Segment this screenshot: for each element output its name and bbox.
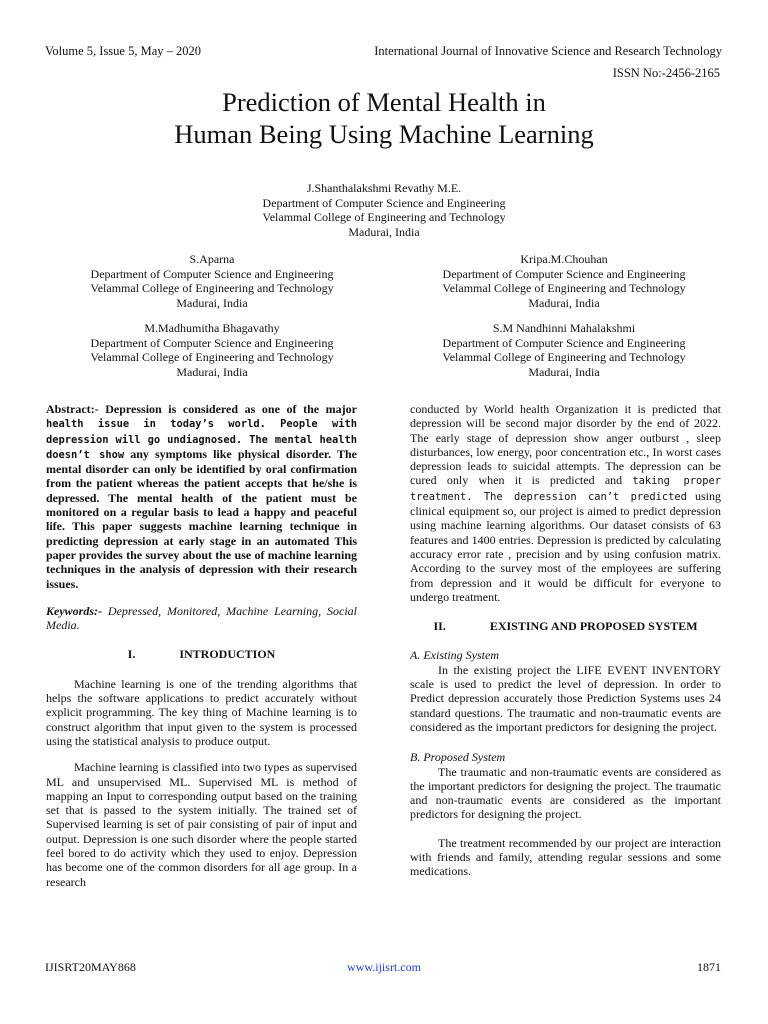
intro-continuation — [410, 402, 721, 604]
author-4 — [404, 321, 724, 379]
author-1 — [52, 252, 372, 310]
intro-paragraph-1: Machine learning is one of the trending algorithms that helps the software applications to predict accurately without explicit programming. The key thing of Machine learning is to construct algorithm that input given to the system is processed using the statistical analysis to produce output. — [46, 676, 357, 748]
paper-id: IJISRT20MAY868 — [45, 960, 136, 974]
abstract-label: Abstract:- — [46, 402, 99, 416]
intro-continuation-text-2: using clinical equipment so, our project is aimed to predict depression using machine learning algorithms. Our dataset consists of 63 features and 1400 entries. Depression is predicted by calculating accuracy error rate , precision and by using confusion matrix. According to the survey most of the employees are suffering from depression and it would be difficult for everyone to undergo treatment. — [410, 488, 721, 604]
intro-continuation-text-1: conducted by World health Organization it is predicted that depression will be second major disorder by the end of 2022. The early stage of depression show anger outburst , sleep disturbances, low energy, poor concentration etc., In worst cases depression leads to suicidal attempts. The depression can be cured only when it is predicted and — [410, 402, 721, 488]
author-dept: Department of Computer Science and Engineering — [90, 335, 334, 350]
proposed-system-paragraph: The traumatic and non-traumatic events are considered as the important predictors for designing the project. The traumatic and non-traumatic events are considered as the important predictors for designing the project. — [410, 764, 721, 822]
journal-name: International Journal of Innovative Science and Research Technology — [374, 44, 722, 58]
author-college: Velammal College of Engineering and Technology — [90, 350, 334, 364]
existing-system-paragraph: In the existing project the LIFE EVENT INVENTORY scale is used to predict the level of depression. In order to Predict depression accurately those Prediction Systems uses 24 standard questions. The traumatic and non-traumatic events are considered as the important predictors for designing the project. — [410, 662, 721, 734]
volume-issue: Volume 5, Issue 5, May – 2020 — [45, 44, 202, 58]
abstract-text-1: Depression is considered as one of the major — [98, 402, 357, 416]
author-dept: Department of Computer Science and Engineering — [90, 266, 334, 281]
author-place: Madurai, India — [176, 295, 248, 310]
abstract — [46, 402, 357, 591]
author-college: Velammal College of Engineering and Technology — [262, 210, 506, 224]
author-place: Madurai, India — [176, 364, 248, 379]
author-2 — [404, 252, 724, 310]
author-3 — [52, 321, 372, 379]
author-dept: Department of Computer Science and Engineering — [262, 195, 506, 210]
author-name: S.M Nandhinni Mahalakshmi — [492, 321, 636, 335]
section-title: INTRODUCTION — [179, 647, 276, 662]
author-name: Kripa.M.Chouhan — [520, 252, 608, 266]
journal-website-link[interactable]: www.ijisrt.com — [347, 960, 421, 974]
abstract-text-mono: health issue in today’s world. People with depression will go undiagnosed. The mental health doesn’t show — [46, 418, 357, 461]
section-heading-existing-proposed — [410, 619, 721, 633]
title-line-1: Prediction of Mental Health in — [222, 87, 546, 117]
issn: ISSN No:-2456-2165 — [612, 66, 720, 80]
intro-paragraph-2: Machine learning is classified into two types as supervised ML and unsupervised ML. Supervised ML is method of mapping an Input to corresponding output based on the training set that is passed to the system initially. The trained set of Supervised learning is set of pair consisting of pair of input and output. Depression is one such disorder where the people started feel bored to do activity which they used to enjoy. Depression has become one of the common disorders for all age group. In a research — [46, 760, 357, 889]
page-number: 1871 — [697, 960, 721, 974]
author-college: Velammal College of Engineering and Technology — [90, 281, 334, 295]
author-dept: Department of Computer Science and Engineering — [442, 266, 686, 281]
treatment-paragraph: The treatment recommended by our project are interaction with friends and family, attending regular sessions and some medications. — [410, 835, 721, 879]
section-number: II. — [433, 619, 446, 634]
author-dept: Department of Computer Science and Engineering — [442, 335, 686, 350]
author-name: M.Madhumitha Bhagavathy — [144, 321, 280, 335]
subsection-proposed-system: B. Proposed System — [410, 750, 506, 765]
author-college: Velammal College of Engineering and Technology — [442, 281, 686, 295]
keywords-label: Keywords:- — [46, 603, 102, 618]
author-place: Madurai, India — [348, 224, 420, 239]
title-line-2: Human Being Using Machine Learning — [174, 119, 594, 149]
intro-continuation-mono: taking proper treatment. The depression can’t predicted — [410, 475, 721, 503]
section-heading-introduction — [46, 647, 357, 661]
paper-title — [0, 86, 768, 150]
right-column — [410, 402, 721, 879]
author-name: J.Shanthalakshmi Revathy M.E. — [306, 181, 462, 195]
subsection-existing-system: A. Existing System — [410, 648, 499, 663]
author-place: Madurai, India — [528, 295, 600, 310]
keywords-text: Depressed, Monitored, Machine Learning, Social Media. — [46, 603, 357, 633]
author-name: S.Aparna — [189, 252, 235, 266]
keywords — [46, 604, 357, 633]
abstract-text-2: any symptoms like physical disorder. The mental disorder can only be identified by oral confirmation from the patient whereas the patient accepts that he/she is depressed. The mental health of the patient must be monitored on a regular basis to lead a happy and peaceful life. This paper suggests machine learning technique in predicting depression at early stage in an automated This paper provides the survey about the use of machine learning techniques in the analysis of depression with their research issues. — [46, 446, 357, 591]
left-column — [46, 402, 357, 889]
section-title: EXISTING AND PROPOSED SYSTEM — [489, 619, 698, 634]
section-number: I. — [127, 647, 136, 662]
author-place: Madurai, India — [528, 364, 600, 379]
author-main — [184, 181, 584, 239]
author-college: Velammal College of Engineering and Technology — [442, 350, 686, 364]
